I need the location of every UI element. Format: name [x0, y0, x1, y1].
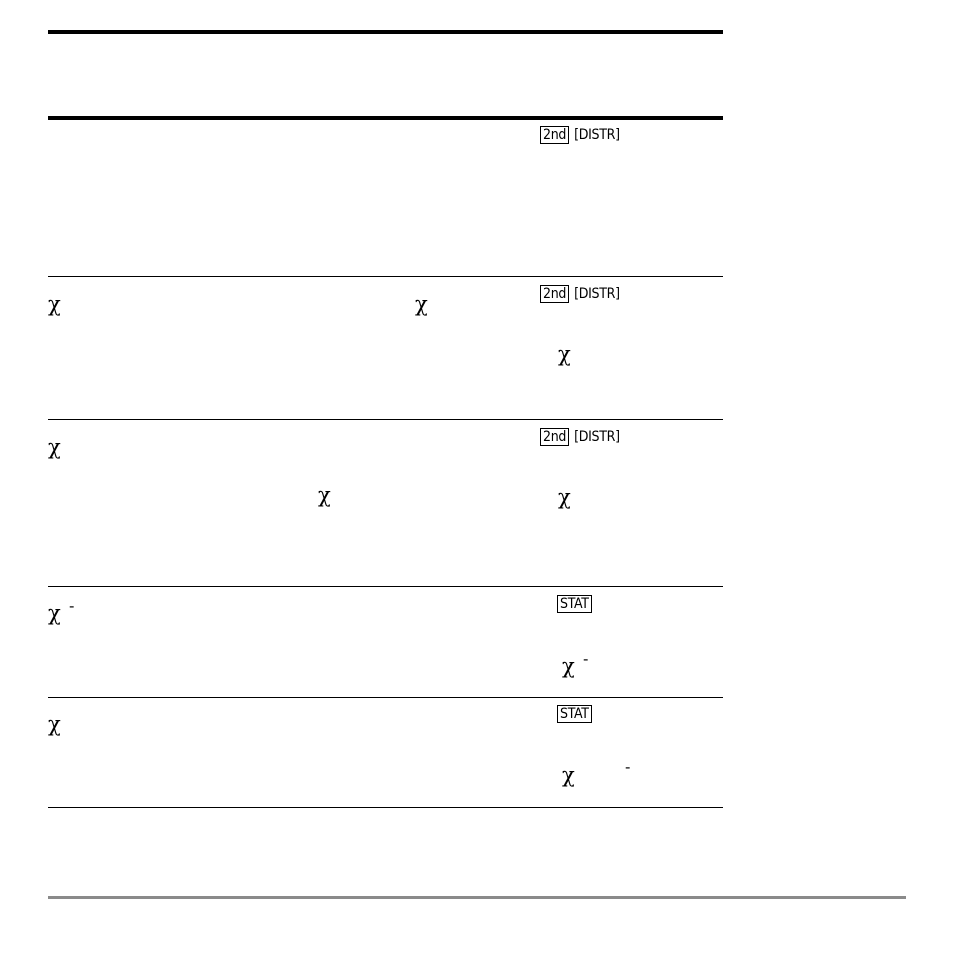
key-2nd: 2nd — [540, 126, 569, 144]
row-4-keystrokes — [540, 594, 592, 614]
table-header-rule — [48, 116, 723, 120]
superscript-mark: - — [625, 758, 631, 776]
chi-symbol: χ — [562, 763, 575, 787]
key-stat: STAT — [557, 595, 592, 613]
chi-symbol: χ — [558, 485, 571, 509]
chi-symbol: χ — [48, 435, 61, 459]
footer-rule — [48, 896, 906, 899]
row-5-keystrokes — [540, 704, 592, 724]
chi-symbol: χ — [558, 342, 571, 366]
chi-symbol: χ — [48, 712, 61, 736]
superscript-mark: - — [69, 597, 75, 615]
chi-symbol: χ — [562, 654, 575, 678]
key-distr: [ DISTR ] — [574, 286, 620, 302]
chi-symbol: χ — [48, 292, 61, 316]
row-3-keystrokes — [540, 427, 620, 447]
key-stat: STAT — [557, 705, 592, 723]
table-bottom-rule — [48, 807, 723, 808]
row-divider-1 — [48, 276, 723, 277]
row-divider-4 — [48, 697, 723, 698]
key-distr: [ DISTR ] — [574, 429, 620, 445]
row-2-keystrokes — [540, 284, 620, 304]
chi-symbol: χ — [415, 292, 428, 316]
chi-symbol: χ — [48, 601, 61, 625]
superscript-mark: - — [583, 650, 589, 668]
key-2nd: 2nd — [540, 428, 569, 446]
table-top-rule — [48, 30, 723, 34]
key-2nd: 2nd — [540, 285, 569, 303]
row-divider-3 — [48, 586, 723, 587]
row-1-keystrokes — [540, 125, 620, 145]
chi-symbol: χ — [318, 483, 331, 507]
key-distr: [ DISTR ] — [574, 127, 620, 143]
row-divider-2 — [48, 419, 723, 420]
